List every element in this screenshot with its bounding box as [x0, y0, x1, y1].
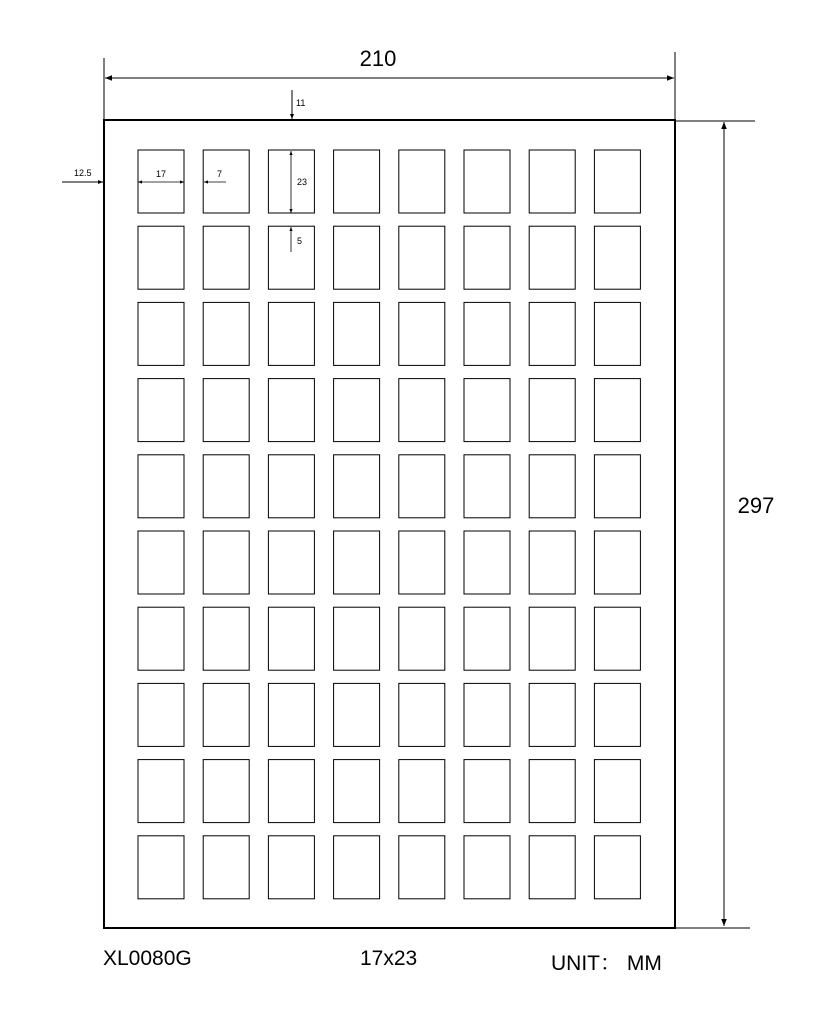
label-cell [464, 836, 510, 899]
label-cell [399, 226, 445, 289]
label-cell [529, 379, 575, 442]
label-cell [399, 836, 445, 899]
label-cell [138, 607, 184, 670]
label-cell [529, 531, 575, 594]
label-cell [203, 531, 249, 594]
top-margin-label: 11 [296, 98, 306, 108]
label-cell [334, 455, 380, 518]
label-cell [138, 302, 184, 365]
label-cell [138, 226, 184, 289]
label-cell [529, 836, 575, 899]
label-cell [138, 531, 184, 594]
label-cell [399, 302, 445, 365]
label-cell [464, 683, 510, 746]
height-label: 297 [737, 493, 775, 518]
label-cell [399, 607, 445, 670]
model-code: XL0080G [103, 947, 192, 970]
label-cell [399, 455, 445, 518]
label-cell [594, 150, 640, 213]
label-cell [529, 455, 575, 518]
label-cell [203, 226, 249, 289]
label-cell [334, 836, 380, 899]
label-cell [464, 302, 510, 365]
width-label: 210 [359, 46, 397, 71]
label-cell [138, 683, 184, 746]
label-cell [203, 683, 249, 746]
label-cell [464, 150, 510, 213]
label-cell [529, 683, 575, 746]
label-cell [203, 607, 249, 670]
left-margin-label: 12.5 [74, 168, 92, 178]
label-cell [268, 683, 314, 746]
label-cell [268, 531, 314, 594]
label-cell [334, 760, 380, 823]
label-cell [529, 302, 575, 365]
label-cell [594, 683, 640, 746]
label-width-text: 17 [156, 169, 167, 179]
label-cell [138, 150, 184, 213]
label-height-text: 23 [297, 177, 308, 187]
label-cell [529, 150, 575, 213]
label-cell [464, 455, 510, 518]
label-cell [203, 455, 249, 518]
label-cell [334, 607, 380, 670]
label-cell [594, 455, 640, 518]
label-cell [138, 379, 184, 442]
label-cell [529, 760, 575, 823]
label-cell [334, 683, 380, 746]
label-cell [138, 760, 184, 823]
label-cell [594, 226, 640, 289]
label-cell [203, 150, 249, 213]
label-cell [203, 836, 249, 899]
label-cell [334, 302, 380, 365]
vertical-gap-text: 5 [297, 236, 303, 246]
label-cell [464, 760, 510, 823]
label-cell [594, 607, 640, 670]
label-cell [594, 302, 640, 365]
label-cell [399, 150, 445, 213]
label-cell [203, 379, 249, 442]
label-cell [464, 379, 510, 442]
label-cell [594, 836, 640, 899]
label-cell [529, 226, 575, 289]
label-cell [594, 760, 640, 823]
label-cell [334, 150, 380, 213]
label-cell [203, 302, 249, 365]
label-cell [399, 531, 445, 594]
label-cell [399, 760, 445, 823]
label-cell [594, 379, 640, 442]
label-cell [138, 455, 184, 518]
label-cell [464, 607, 510, 670]
label-cell [594, 531, 640, 594]
label-cell [464, 226, 510, 289]
label-cell [203, 760, 249, 823]
label-cell [268, 760, 314, 823]
label-cell [399, 379, 445, 442]
label-cell [268, 836, 314, 899]
label-cell [268, 302, 314, 365]
label-cell [138, 836, 184, 899]
sheet-outline [104, 120, 675, 928]
label-grid [138, 150, 640, 899]
label-cell [529, 607, 575, 670]
label-cell [464, 531, 510, 594]
label-cell [268, 455, 314, 518]
horizontal-gap-text: 7 [217, 169, 223, 179]
label-cell [399, 683, 445, 746]
label-cell [268, 379, 314, 442]
label-cell [334, 379, 380, 442]
label-cell [334, 531, 380, 594]
label-cell [268, 607, 314, 670]
unit-text: UNIT： MM [551, 952, 662, 975]
label-cell [334, 226, 380, 289]
label-size-text: 17x23 [360, 947, 418, 970]
